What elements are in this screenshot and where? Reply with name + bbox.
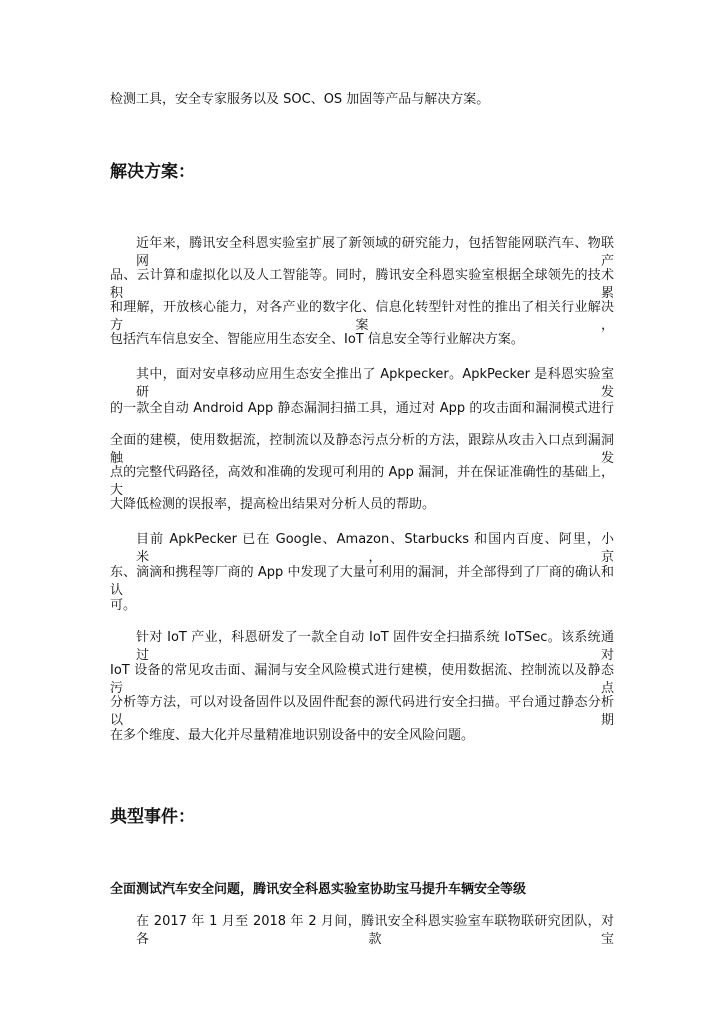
paragraph-line: 针对 IoT 产业，科恩研发了一款全自动 IoT 固件安全扫描系统 IoTSec。该系统通过对	[136, 630, 614, 663]
event-title: 全面测试汽车安全问题，腾讯安全科恩实验室协助宝马提升车辆安全等级	[110, 882, 527, 897]
intro-tail-text: 检测工具，安全专家服务以及 SOC、OS 加固等产品与解决方案。	[110, 92, 490, 107]
event-paragraph-line: 在 2017 年 1 月至 2018 年 2 月间，腾讯安全科恩实验室车联物联研究团队，对各款宝	[136, 914, 614, 947]
paragraph-line: 在多个维度、最大化并尽量精准地识别设备中的安全风险问题。	[110, 728, 475, 743]
paragraph-line: 目前 ApkPecker 已在 Google、Amazon、Starbucks 和国内百度、阿里，小米，京	[136, 532, 614, 565]
paragraph-line: 和理解，开放核心能力，对各产业的数字化、信息化转型针对性的推出了相关行业解决方案，	[110, 300, 614, 333]
paragraph-line: 分析等方法，可以对设备固件以及固件配套的源代码进行安全扫描。平台通过静态分析以期	[110, 695, 614, 728]
paragraph-line: 点的完整代码路径，高效和准确的发现可利用的 App 漏洞，并在保证准确性的基础上，大	[110, 465, 614, 498]
paragraph-line: 全面的建模，使用数据流，控制流以及静态污点分析的方法，跟踪从攻击入口点到漏洞触发	[110, 433, 614, 466]
solutions-heading: 解决方案：	[110, 162, 195, 182]
paragraph-line: 可。	[110, 598, 137, 613]
events-heading: 典型事件：	[110, 807, 195, 827]
paragraph-line: 品、云计算和虚拟化以及人工智能等。同时，腾讯安全科恩实验室根据全球领先的技术积累	[110, 268, 614, 301]
paragraph-line: 大降低检测的误报率，提高检出结果对分析人员的帮助。	[110, 497, 436, 512]
paragraph-line: IoT 设备的常见攻击面、漏洞与安全风险模式进行建模，使用数据流、控制流以及静态污点	[110, 663, 614, 696]
paragraph-line: 其中，面对安卓移动应用生态安全推出了 Apkpecker。ApkPecker 是科恩实验室研发	[136, 367, 614, 400]
paragraph-line: 的一款全自动 Android App 静态漏洞扫描工具，通过对 App 的攻击面和漏洞模式进行	[110, 401, 614, 416]
paragraph-line: 包括汽车信息安全、智能应用生态安全、IoT 信息安全等行业解决方案。	[110, 332, 524, 347]
paragraph-line: 东、滴滴和携程等厂商的 App 中发现了大量可利用的漏洞，并全部得到了厂商的确认和认	[110, 565, 614, 598]
paragraph-line: 近年来，腾讯安全科恩实验室扩展了新领域的研究能力，包括智能网联汽车、物联网产	[136, 236, 614, 269]
